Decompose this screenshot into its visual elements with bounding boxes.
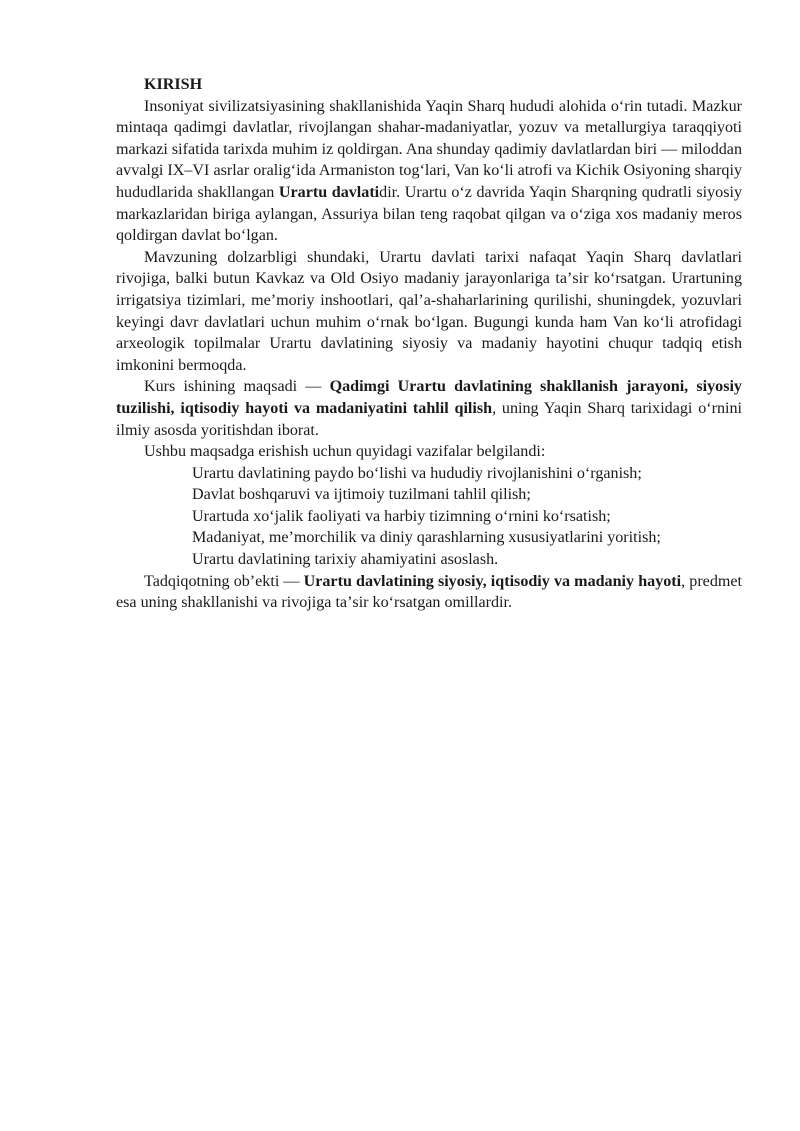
task-item: Urartuda xoʻjalik faoliyati va harbiy tizimning oʻrnini koʻrsatish; — [192, 507, 611, 525]
tasks-intro: Ushbu maqsadga erishish uchun quyidagi vazifalar belgilandi: — [144, 443, 546, 461]
paragraph-object — [116, 571, 742, 614]
task-item: Davlat boshqaruvi va ijtimoiy tuzilmani tahlil qilish; — [192, 486, 531, 504]
paragraph-goal — [116, 376, 742, 441]
paragraph-goal-text: Kurs ishining maqsadi — — [144, 378, 330, 396]
paragraph-object-tail: , predmet esa uning shakllanishi va rivojiga taʼsir koʻrsatgan omillardir. — [116, 572, 742, 612]
paragraph-introduction-tail: dir. Urartu oʻz davrida Yaqin Sharqning qudratli siyosiy markazlaridan biriga aylangan, Assuriya bilan teng raqobat qilgan va oʻziga xos madaniy meros qoldirgan davlat boʻlgan. — [116, 183, 742, 245]
paragraph-goal-tail: , uning Yaqin Sharq tarixidagi oʻrnini ilmiy asosda yoritishdan iborat. — [116, 399, 742, 439]
task-item: Urartu davlatining tarixiy ahamiyatini asoslash. — [192, 551, 499, 569]
paragraph-object-bold: Urartu davlatining siyosiy, iqtisodiy va madaniy hayoti — [303, 572, 682, 590]
paragraph-introduction-bold: Urartu davlati — [278, 183, 380, 201]
section-heading: KIRISH — [144, 76, 203, 93]
task-list — [116, 463, 742, 571]
document-body — [116, 74, 742, 614]
paragraph-goal-bold: Qadimgi Urartu davlatining shakllanish jarayoni, siyosiy tuzilishi, iqtisodiy hayoti va madaniyatini tahlil qilish — [116, 378, 742, 417]
paragraph-object-text: Tadqiqotning obʼekti — — [144, 572, 304, 590]
paragraph-relevance: Mavzuning dolzarbligi shundaki, Urartu davlati tarixi nafaqat Yaqin Sharq davlatlari rivojiga, balki butun Kavkaz va Old Osiyo madaniy jarayonlariga taʼsir koʻrsatgan. Urartuning irrigatsiya tizimlari, meʼmoriy inshootlari, qalʼa-shaharlarining qurilishi, shuningdek, yozuvlari keyingi davr davlatlari uchun muhim oʻrnak boʻlgan. Bugungi kunda ham Van koʻli atrofidagi arxeologik topilmalar Urartu davlatining siyosiy va madaniy hayotini chuqur tadqiq etish imkonini bermoqda. — [116, 248, 742, 374]
paragraph-introduction — [116, 96, 742, 247]
task-item: Urartu davlatining paydo boʻlishi va hududiy rivojlanishini oʻrganish; — [192, 464, 642, 482]
task-item: Madaniyat, meʼmorchilik va diniy qarashlarning xususiyatlarini yoritish; — [192, 529, 661, 547]
paragraph-introduction-text: Insoniyat sivilizatsiyasining shakllanishida Yaqin Sharq hududi alohida oʻrin tutadi. Mazkur mintaqa qadimgi davlatlar, rivojlangan shahar-madaniyatlar, yozuv va metallurgiya taraqqiyoti markazi sifatida tarixda muhim iz qoldirgan. Ana shunday qadimiy davlatlardan biri — miloddan avvalgi IX–VI asrlar oraligʻida Armaniston togʻlari, Van koʻli atrofi va Kichik Osiyoning sharqiy hududlarida shakllangan — [116, 97, 742, 201]
